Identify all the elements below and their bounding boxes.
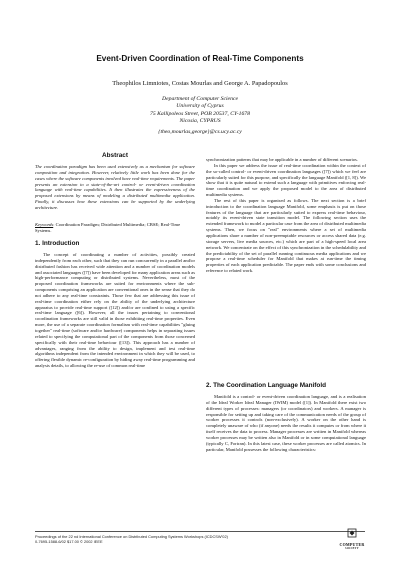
abstract-heading: Abstract xyxy=(102,152,128,159)
affiliation-block xyxy=(0,96,400,136)
right-body xyxy=(206,157,366,274)
intro-paragraph: The concept of coordinating a number of activities, possibly created independently from each other, such that they can run concurrently in a parallel and/or distributed fashion has received wide attention and a number of coordination models and associated languages ([7]) have been developed for many application areas such as high-performance computing or distributed systems. Nevertheless, most of the proposed coordination frameworks are suited for environments where the sub-components comprising an application are conventional ones in the sense that they do not adhere to any real-time constraints. Those few that are addressing this issue of real-time coordination either rely on the ability of the underlying architecture apparatus to provide real-time support ([12]) and/or are confined to using a specific real-time language ([6]). However, all the issues pertaining to conventional coordination frameworks are still valid in those exhibiting real-time properties. Even more, the use of a separate coordination formalism with real-time capabilities "gluing together" real-time (software and/or hardware) components helps in separating issues related to specifying the computational part of the components from those concerned specifically with their real-time behaviour ([13]). This approach has a number of advantages, ranging from the ability to design, implement and test real-time algorithms independent from the intended environment in which they will be used, to offering flexible dynamic re-configuration by hiding away real-time programming and analysis details, to allowing the re-use of common real-time xyxy=(35,252,195,369)
section2-paragraph: Manifold is a control- or event-driven coordination language, and is a realisation of the Ideal Worker Ideal Manager (IWIM) model ([1]). In Manifold there exist two different types of processes: managers (or coordinators) and workers. A manager is responsible for setting up and taking care of the communication needs of the group of worker processes it controls (non-exclusively). A worker on the other hand is completely unaware of who (if anyone) needs the results it computes or from where it itself receives the data to process. Manager processes are written in Manifold whereas worker processes may be written also in Manifold or in some computational language (typically C, Fortran). In this latest case, these worker processes are called atomics. In particular, Manifold possesses the following characteristics: xyxy=(206,394,366,452)
right-paragraph-2: The rest of this paper is organised as follows. The next section is a brief introduction to the coordination language Manifold, some emphasis is put on those features of the language that are particularly suited to express real-time behaviour, notably its event-driven state transition model. The following section uses the extended framework to model a particular case from the area of distributed multimedia systems. Then, we focus on "real" environments where a set of multimedia applications share a number of non-preemptable resources or access shared data (e.g. storage servers, live media sources, etc.) which are part of a high-speed local area network. We concentrate on the effect of this synchronization in the schedulability and the predictability of the set of parallel running continuous media applications and we propose a real-time scheduler for Manifold that makes at run-time the timing properties of each application predictable. The paper ends with some conclusions and reference to related work. xyxy=(206,197,366,274)
ieee-cs-emblem-icon xyxy=(347,528,357,538)
affiliation-email: {theo,mourlas,george}@cs.ucy.ac.cy xyxy=(158,129,242,136)
affiliation-street: 75 Kallipoleos Street, POB 20537, CY-1678 xyxy=(150,110,250,117)
abstract-text: The coordination paradigm has been used extensively as a mechanism for software composition and integration. However, relatively little work has been done for the cases where the software components involved have real-time requirements. The paper presents an extension to a state-of-the-art control- or event-driven coordination language with real-time capabilities. It then illustrates the expressiveness of the proposed extensions by means of modeling a distributed multimedia application. Finally, it discusses how these extensions can be supported by the underlying architecture. xyxy=(35,164,195,210)
logo-text-society: SOCIETY xyxy=(345,547,359,551)
intro-body xyxy=(35,252,195,369)
keywords-label: Keywords xyxy=(35,222,54,227)
footer-rule xyxy=(35,531,365,532)
footer-text xyxy=(35,534,228,544)
computer-society-logo xyxy=(337,525,367,559)
footer-proceedings: Proceedings of the 22 nd International Conference on Distributed Computing Systems Workshops (ICDCSW'02) xyxy=(35,534,228,539)
affiliation-university: University of Cyprus xyxy=(176,103,224,110)
intro-heading: 1. Introduction xyxy=(35,240,80,247)
affiliation-city: Nicosia, CYPRUS xyxy=(179,117,221,124)
right-paragraph-0: synchronization patterns that may be applicable in a number of different scenarios. xyxy=(206,157,358,162)
section2-body xyxy=(206,394,366,452)
logo-text-computer: COMPUTER xyxy=(339,542,365,547)
section2-heading: 2. The Coordination Language Manifold xyxy=(206,382,326,389)
keywords-line xyxy=(35,222,195,234)
right-paragraph-1: In this paper we address the issue of real-time coordination within the context of the so-called control- or event-driven coordination languages ([7]) which we feel are particularly suited for this purpose, and specifically the language Manifold ([1, 8]). We show that it is quite natural to extend such a language with primitives enforcing real-time coordination and we apply the proposed model to the area of distributed multimedia systems. xyxy=(206,162,366,198)
paper-title: Event-Driven Coordination of Real-Time Components xyxy=(96,54,304,63)
author-list: Theophilos Limniotes, Costas Mourlas and George A. Papadopoulos xyxy=(112,80,288,87)
affiliation-department: Department of Computer Science xyxy=(162,96,238,102)
keywords-text: : Coordination Paradigm; Distributed Multimedia; CBSE; Real-Time Systems. xyxy=(35,222,181,233)
footer-isbn: 0-7695-1588-6/02 $17.00 © 2002 IEEE xyxy=(35,539,103,544)
